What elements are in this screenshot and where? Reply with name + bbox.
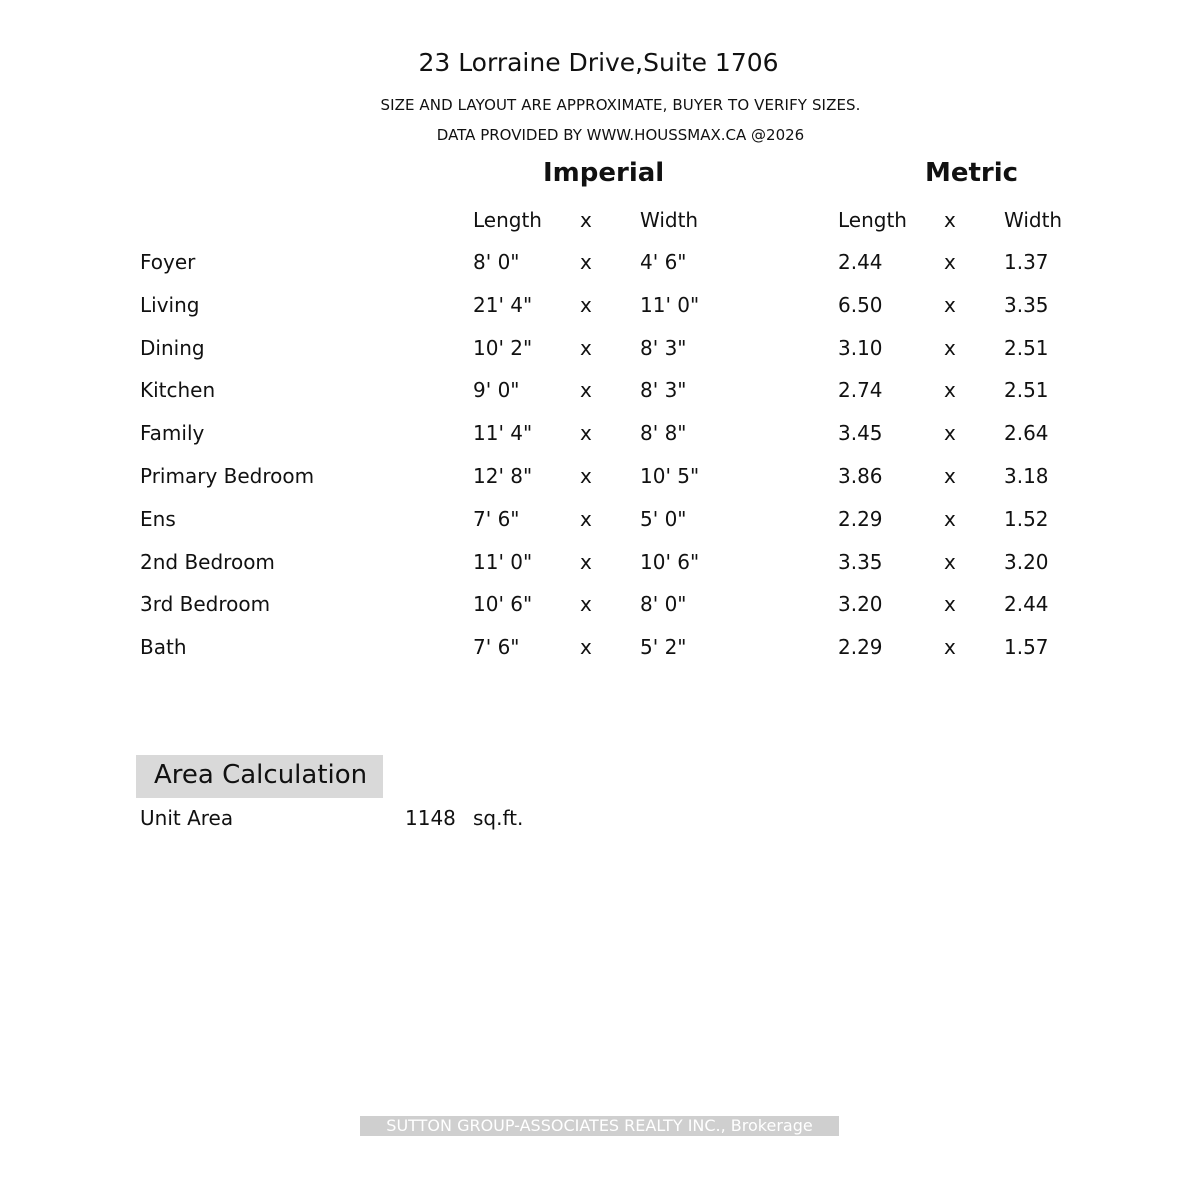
- metric-length: 2.74: [838, 378, 883, 403]
- imperial-length-header: Length: [473, 208, 542, 232]
- metric-length: 6.50: [838, 292, 883, 317]
- imperial-length: 7' 6": [473, 506, 520, 531]
- imperial-width: 11' 0": [640, 292, 700, 317]
- room-name: Primary Bedroom: [140, 464, 315, 488]
- metric-width: 3.18: [1004, 464, 1049, 488]
- imperial-length: 7' 6": [473, 635, 520, 660]
- metric-width: 3.35: [1004, 292, 1049, 317]
- metric-x: x: [944, 506, 956, 531]
- metric-width: 1.37: [1004, 250, 1049, 274]
- imperial-length: 11' 0": [473, 549, 533, 574]
- metric-length: 3.35: [838, 549, 883, 574]
- metric-width: 1.57: [1004, 635, 1049, 660]
- imperial-length: 10' 6": [473, 592, 533, 617]
- imperial-x-header: x: [580, 208, 592, 232]
- imperial-x: x: [580, 464, 592, 488]
- imperial-length: 21' 4": [473, 292, 533, 317]
- metric-length: 2.44: [838, 250, 883, 274]
- imperial-width: 8' 8": [640, 421, 687, 446]
- brokerage-footer: SUTTON GROUP-ASSOCIATES REALTY INC., Brokerage: [360, 1116, 839, 1136]
- metric-width: 3.20: [1004, 549, 1049, 574]
- metric-x: x: [944, 421, 956, 446]
- metric-width: 2.44: [1004, 592, 1049, 617]
- room-name: 2nd Bedroom: [140, 549, 275, 574]
- area-calculation-title: Area Calculation: [154, 760, 368, 790]
- imperial-length: 11' 4": [473, 421, 533, 446]
- metric-x: x: [944, 378, 956, 403]
- room-name: Kitchen: [140, 378, 216, 403]
- data-source-text: DATA PROVIDED BY WWW.HOUSSMAX.CA @2026: [436, 126, 805, 144]
- metric-width: 2.51: [1004, 378, 1049, 403]
- metric-length: 3.86: [838, 464, 883, 488]
- imperial-width: 4' 6": [640, 250, 687, 274]
- imperial-x: x: [580, 250, 592, 274]
- unit-area-unit: sq.ft.: [473, 806, 524, 830]
- metric-x: x: [944, 549, 956, 574]
- metric-length-header: Length: [838, 208, 907, 232]
- unit-area-label: Unit Area: [140, 806, 234, 830]
- imperial-x: x: [580, 549, 592, 574]
- imperial-x: x: [580, 635, 592, 660]
- room-name: 3rd Bedroom: [140, 592, 271, 617]
- imperial-length: 10' 2": [473, 335, 533, 360]
- metric-heading: Metric: [925, 158, 1019, 188]
- metric-width-header: Width: [1004, 208, 1063, 232]
- imperial-x: x: [580, 378, 592, 403]
- metric-length: 3.10: [838, 335, 883, 360]
- imperial-x: x: [580, 292, 592, 317]
- metric-x-header: x: [944, 208, 956, 232]
- property-title: 23 Lorraine Drive,Suite 1706: [418, 48, 779, 77]
- room-name: Bath: [140, 635, 187, 660]
- metric-x: x: [944, 335, 956, 360]
- metric-x: x: [944, 635, 956, 660]
- imperial-x: x: [580, 335, 592, 360]
- room-name: Ens: [140, 506, 176, 531]
- metric-length: 2.29: [838, 635, 883, 660]
- imperial-length: 9' 0": [473, 378, 520, 403]
- metric-length: 3.45: [838, 421, 883, 446]
- metric-width: 2.51: [1004, 335, 1049, 360]
- metric-x: x: [944, 292, 956, 317]
- unit-area-value: 1148: [405, 806, 456, 830]
- room-name: Dining: [140, 335, 205, 360]
- metric-width: 1.52: [1004, 506, 1049, 531]
- metric-x: x: [944, 592, 956, 617]
- imperial-length: 8' 0": [473, 250, 520, 274]
- imperial-width: 5' 2": [640, 635, 687, 660]
- metric-x: x: [944, 464, 956, 488]
- imperial-heading: Imperial: [543, 158, 665, 188]
- metric-width: 2.64: [1004, 421, 1049, 446]
- imperial-length: 12' 8": [473, 464, 533, 488]
- imperial-width: 10' 6": [640, 549, 700, 574]
- imperial-width: 5' 0": [640, 506, 687, 531]
- metric-length: 3.20: [838, 592, 883, 617]
- room-name: Living: [140, 292, 200, 317]
- metric-length: 2.29: [838, 506, 883, 531]
- metric-x: x: [944, 250, 956, 274]
- imperial-x: x: [580, 421, 592, 446]
- imperial-width: 8' 3": [640, 378, 687, 403]
- disclaimer-text: SIZE AND LAYOUT ARE APPROXIMATE, BUYER TO VERIFY SIZES.: [380, 96, 861, 114]
- imperial-width: 8' 3": [640, 335, 687, 360]
- imperial-x: x: [580, 592, 592, 617]
- imperial-width-header: Width: [640, 208, 699, 232]
- imperial-x: x: [580, 506, 592, 531]
- room-name: Family: [140, 421, 205, 446]
- imperial-width: 8' 0": [640, 592, 687, 617]
- room-name: Foyer: [140, 250, 196, 274]
- imperial-width: 10' 5": [640, 464, 700, 488]
